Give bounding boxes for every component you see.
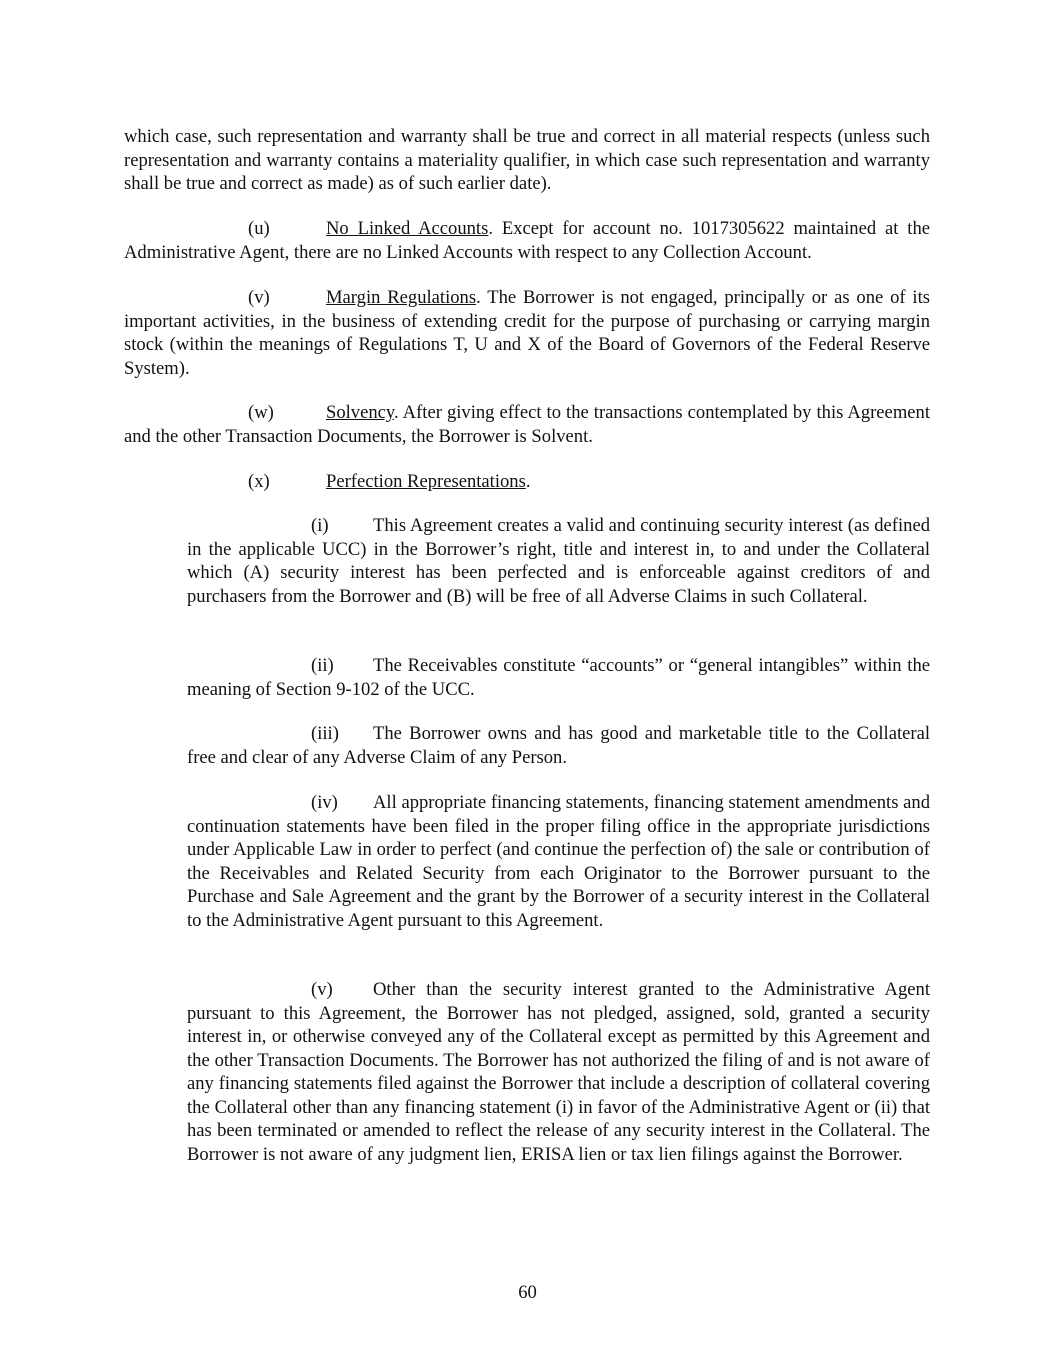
section-label: (v) <box>248 287 270 308</box>
section-heading: Solvency <box>326 402 394 423</box>
section-heading: Perfection Representations <box>326 471 526 492</box>
continuation-paragraph: which case, such representation and warranty shall be true and correct in all material respects (unless such representation and warranty contains a materiality qualifier, in which case such representation and warranty shall be true and correct as made) as of such earlier date). <box>124 126 930 194</box>
section-v <box>124 286 930 380</box>
section-w <box>124 401 930 448</box>
section-body: . Except for account no. 1017305622 maintained at the Administrative Agent, there are no Linked Accounts with respect to any Collection Account. <box>124 218 930 263</box>
section-body: . <box>525 471 531 492</box>
subsection-body: Other than the security interest granted to the Administrative Agent pursuant to this Agreement, the Borrower has not pledged, assigned, sold, granted a security interest in, or otherwise conveyed any of the Collateral except as permitted by this Agreement and the other Transaction Documents. The Borrower has not authorized the filing of and is not aware of any financing statements filed against the Borrower that include a description of collateral covering the Collateral other than any financing statement (i) in favor of the Administrative Agent or (ii) that has been terminated or amended to reflect the release of any security interest in the Collateral. The Borrower is not aware of any judgment lien, ERISA lien or tax lien filings against the Borrower. <box>187 979 930 1165</box>
section-body: . After giving effect to the transactions contemplated by this Agreement and the other Transaction Documents, the Borrower is Solvent. <box>124 402 930 447</box>
subsection-label: (ii) <box>311 655 334 676</box>
section-label: (w) <box>248 402 274 423</box>
page-number: 60 <box>518 1282 537 1303</box>
section-label: (u) <box>248 218 270 239</box>
subsection-iv <box>187 791 930 932</box>
section-x <box>124 470 930 494</box>
subsection-label: (i) <box>311 515 329 536</box>
subsection-label: (iii) <box>311 723 339 744</box>
subsection-body: This Agreement creates a valid and continuing security interest (as defined in the applicable UCC) in the Borrower’s right, title and interest in, to and under the Collateral which (A) security interest has been perfected and is enforceable against creditors of and purchasers from the Borrower and (B) will be free of all Adverse Claims in such Collateral. <box>187 515 930 607</box>
section-heading: Margin Regulations <box>326 287 477 308</box>
subsection-label: (iv) <box>311 792 338 813</box>
section-label: (x) <box>248 471 270 492</box>
section-body: . The Borrower is not engaged, principally or as one of its important activities, in the business of extending credit for the purpose of purchasing or carrying margin stock (within the meanings of Regulations T, U and X of the Board of Governors of the Federal Reserve System). <box>124 287 930 379</box>
subsection-ii <box>187 654 930 701</box>
subsection-body: All appropriate financing statements, financing statement amendments and continuation statements have been filed in the proper filing office in the appropriate jurisdictions under Applicable Law in order to perfect (and continue the perfection of) the sale or contribution of the Receivables and Related Security from each Originator to the Borrower pursuant to the Purchase and Sale Agreement and the grant by the Borrower of a security interest in the Collateral to the Administrative Agent pursuant to this Agreement. <box>187 792 930 931</box>
subsection-i <box>187 514 930 608</box>
section-heading: No Linked Accounts <box>326 218 489 239</box>
subsection-v <box>187 978 930 1166</box>
subsection-iii <box>187 722 930 769</box>
subsection-body: The Borrower owns and has good and marketable title to the Collateral free and clear of any Adverse Claim of any Person. <box>187 723 930 768</box>
subsection-label: (v) <box>311 979 333 1000</box>
subsection-body: The Receivables constitute “accounts” or “general intangibles” within the meaning of Section 9-102 of the UCC. <box>187 655 930 700</box>
section-u <box>124 217 930 264</box>
